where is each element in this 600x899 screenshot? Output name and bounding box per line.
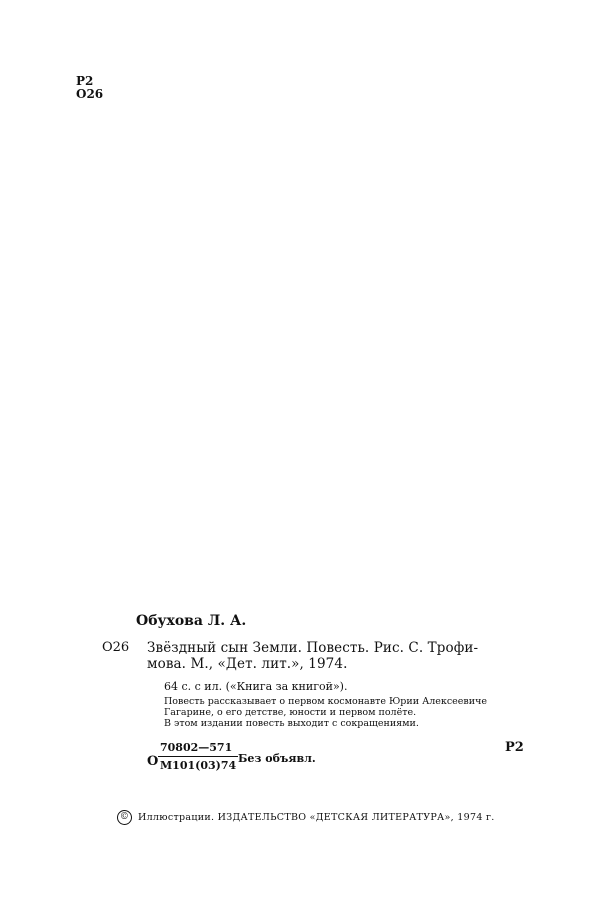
fraction-line <box>158 756 238 757</box>
book-title-line-1: Звёздный сын Земли. Повесть. Рис. С. Трофи- <box>147 640 479 656</box>
no-advertisement-note: Без объявл. <box>238 752 316 765</box>
author-name: Обухова Л. А. <box>136 613 247 629</box>
fraction-prefix: О <box>147 754 159 769</box>
copyright-line <box>117 810 495 825</box>
fraction-numerator: 70802—571 <box>160 741 233 754</box>
author-mark: О26 <box>76 87 104 101</box>
annotation-line-2: Гагарине, о его детстве, юности и первом полёте. <box>164 707 417 718</box>
copyright-icon: © <box>117 810 132 825</box>
copyright-text: Иллюстрации. ИЗДАТЕЛЬСТВО «ДЕТСКАЯ ЛИТЕРАТУРА», 1974 г. <box>138 812 495 823</box>
fraction-denominator: М101(03)74 <box>160 759 237 772</box>
classification-index: Р2 <box>76 74 94 88</box>
classification-right: Р2 <box>505 740 524 755</box>
pages-series: 64 с. с ил. («Книга за книгой»). <box>164 680 348 693</box>
annotation-line-1: Повесть рассказывает о первом космонавте Юрии Алексеевиче <box>164 696 487 707</box>
book-title-line-2: мова. М., «Дет. лит.», 1974. <box>147 656 348 672</box>
annotation-line-3: В этом издании повесть выходит с сокращениями. <box>164 718 419 729</box>
author-mark-code: О26 <box>102 640 130 655</box>
